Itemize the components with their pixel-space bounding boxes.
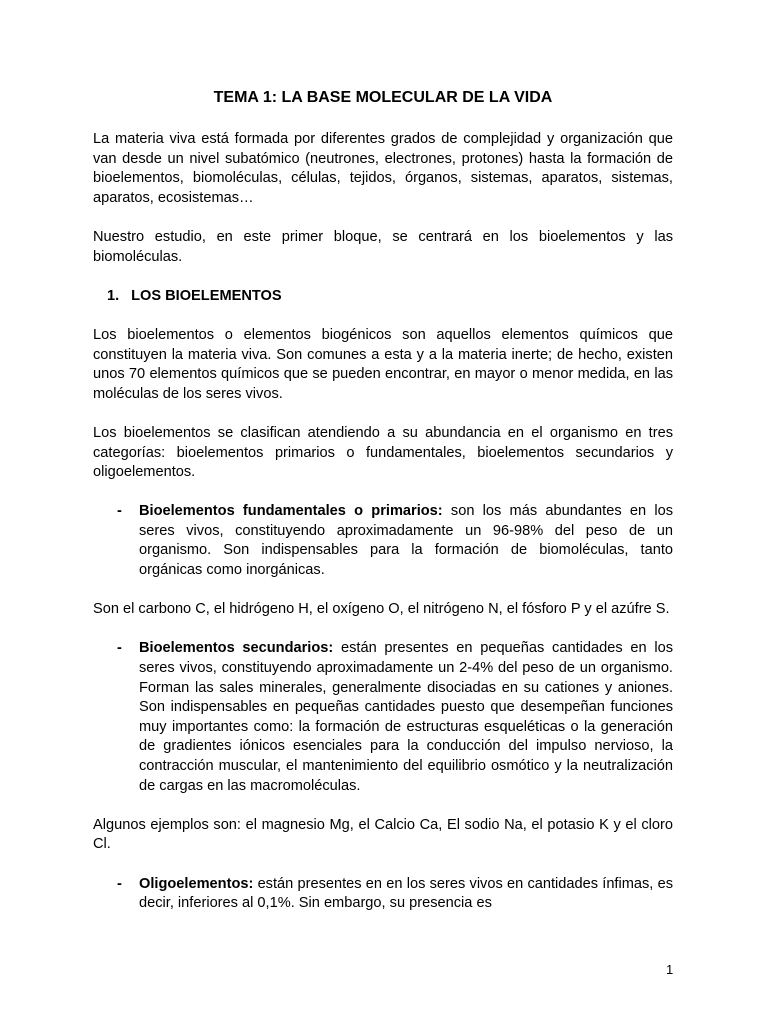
section-number: 1. bbox=[107, 287, 120, 304]
classification-paragraph: Los bioelementos se clasifican atendiendo a su abundancia en el organismo en tres categorías: bioelementos primarios o fundamentales, bioelementos secundarios y oligoelementos. bbox=[93, 424, 673, 481]
bullet-dash: - bbox=[117, 875, 122, 892]
primary-examples-paragraph: Son el carbono C, el hidrógeno H, el oxígeno O, el nitrógeno N, el fósforo P y el azúfre S. bbox=[93, 601, 670, 618]
bullet-term: Bioelementos secundarios: bbox=[139, 640, 334, 657]
definition-paragraph: Los bioelementos o elementos biogénicos son aquellos elementos químicos que constituyen la materia viva. Son comunes a esta y a la materia inerte; de hecho, existen unos 70 elementos químicos que se pueden encontrar, en mayor o menor medida, en las moléculas de los seres vivos. bbox=[93, 326, 673, 402]
bullet-dash: - bbox=[117, 503, 122, 520]
document-title: TEMA 1: LA BASE MOLECULAR DE LA VIDA bbox=[213, 89, 553, 106]
bullet-term: Oligoelementos: bbox=[139, 875, 254, 892]
bullet-text: son los más abundantes en los seres vivos, constituyendo aproximadamente un 96-98% del peso de un organismo. Son indispensables para la formación de biomoléculas, tanto orgánicas como inorgánicas. bbox=[139, 503, 673, 579]
section-heading-bioelementos bbox=[93, 287, 673, 307]
bullet-term: Bioelementos fundamentales o primarios: bbox=[139, 503, 443, 520]
bullet-text: están presentes en pequeñas cantidades en los seres vivos, constituyendo aproximadamente un 2-4% del peso de un organismo. Forman las sales minerales, generalmente disociadas en su cationes y aniones. Son indispensables en pequeñas cantidades puesto que desempeñan funciones muy importantes como: la formación de estructuras esqueléticas o la generación de gradientes iónicos esenciales para la conducción del impulso nervioso, la contracción muscular, el mantenimiento del equilibrio osmótico y la neutralización de cargas en las macromoléculas. bbox=[139, 640, 673, 794]
bullet-item-primary bbox=[93, 502, 673, 580]
bullet-item-secondary bbox=[93, 639, 673, 796]
bullet-dash: - bbox=[117, 640, 122, 657]
section-heading-text: LOS BIOELEMENTOS bbox=[131, 287, 282, 304]
page-number: 1 bbox=[666, 962, 674, 977]
document-body bbox=[93, 88, 673, 914]
study-paragraph: Nuestro estudio, en este primer bloque, se centrará en los bioelementos y las biomoléculas. bbox=[93, 228, 673, 265]
intro-paragraph: La materia viva está formada por diferentes grados de complejidad y organización que van desde un nivel subatómico (neutrones, electrones, protones) hasta la formación de bioelementos, biomoléculas, células, tejidos, órganos, sistemas, aparatos, sistemas, aparatos, ecosistemas… bbox=[93, 131, 673, 206]
bullet-text: están presentes en en los seres vivos en cantidades ínfimas, es decir, inferiores al 0,1%. Sin embargo, su presencia es bbox=[139, 875, 673, 912]
secondary-examples-paragraph: Algunos ejemplos son: el magnesio Mg, el Calcio Ca, El sodio Na, el potasio K y el cloro Cl. bbox=[93, 816, 673, 853]
bullet-item-oligo bbox=[93, 875, 673, 914]
